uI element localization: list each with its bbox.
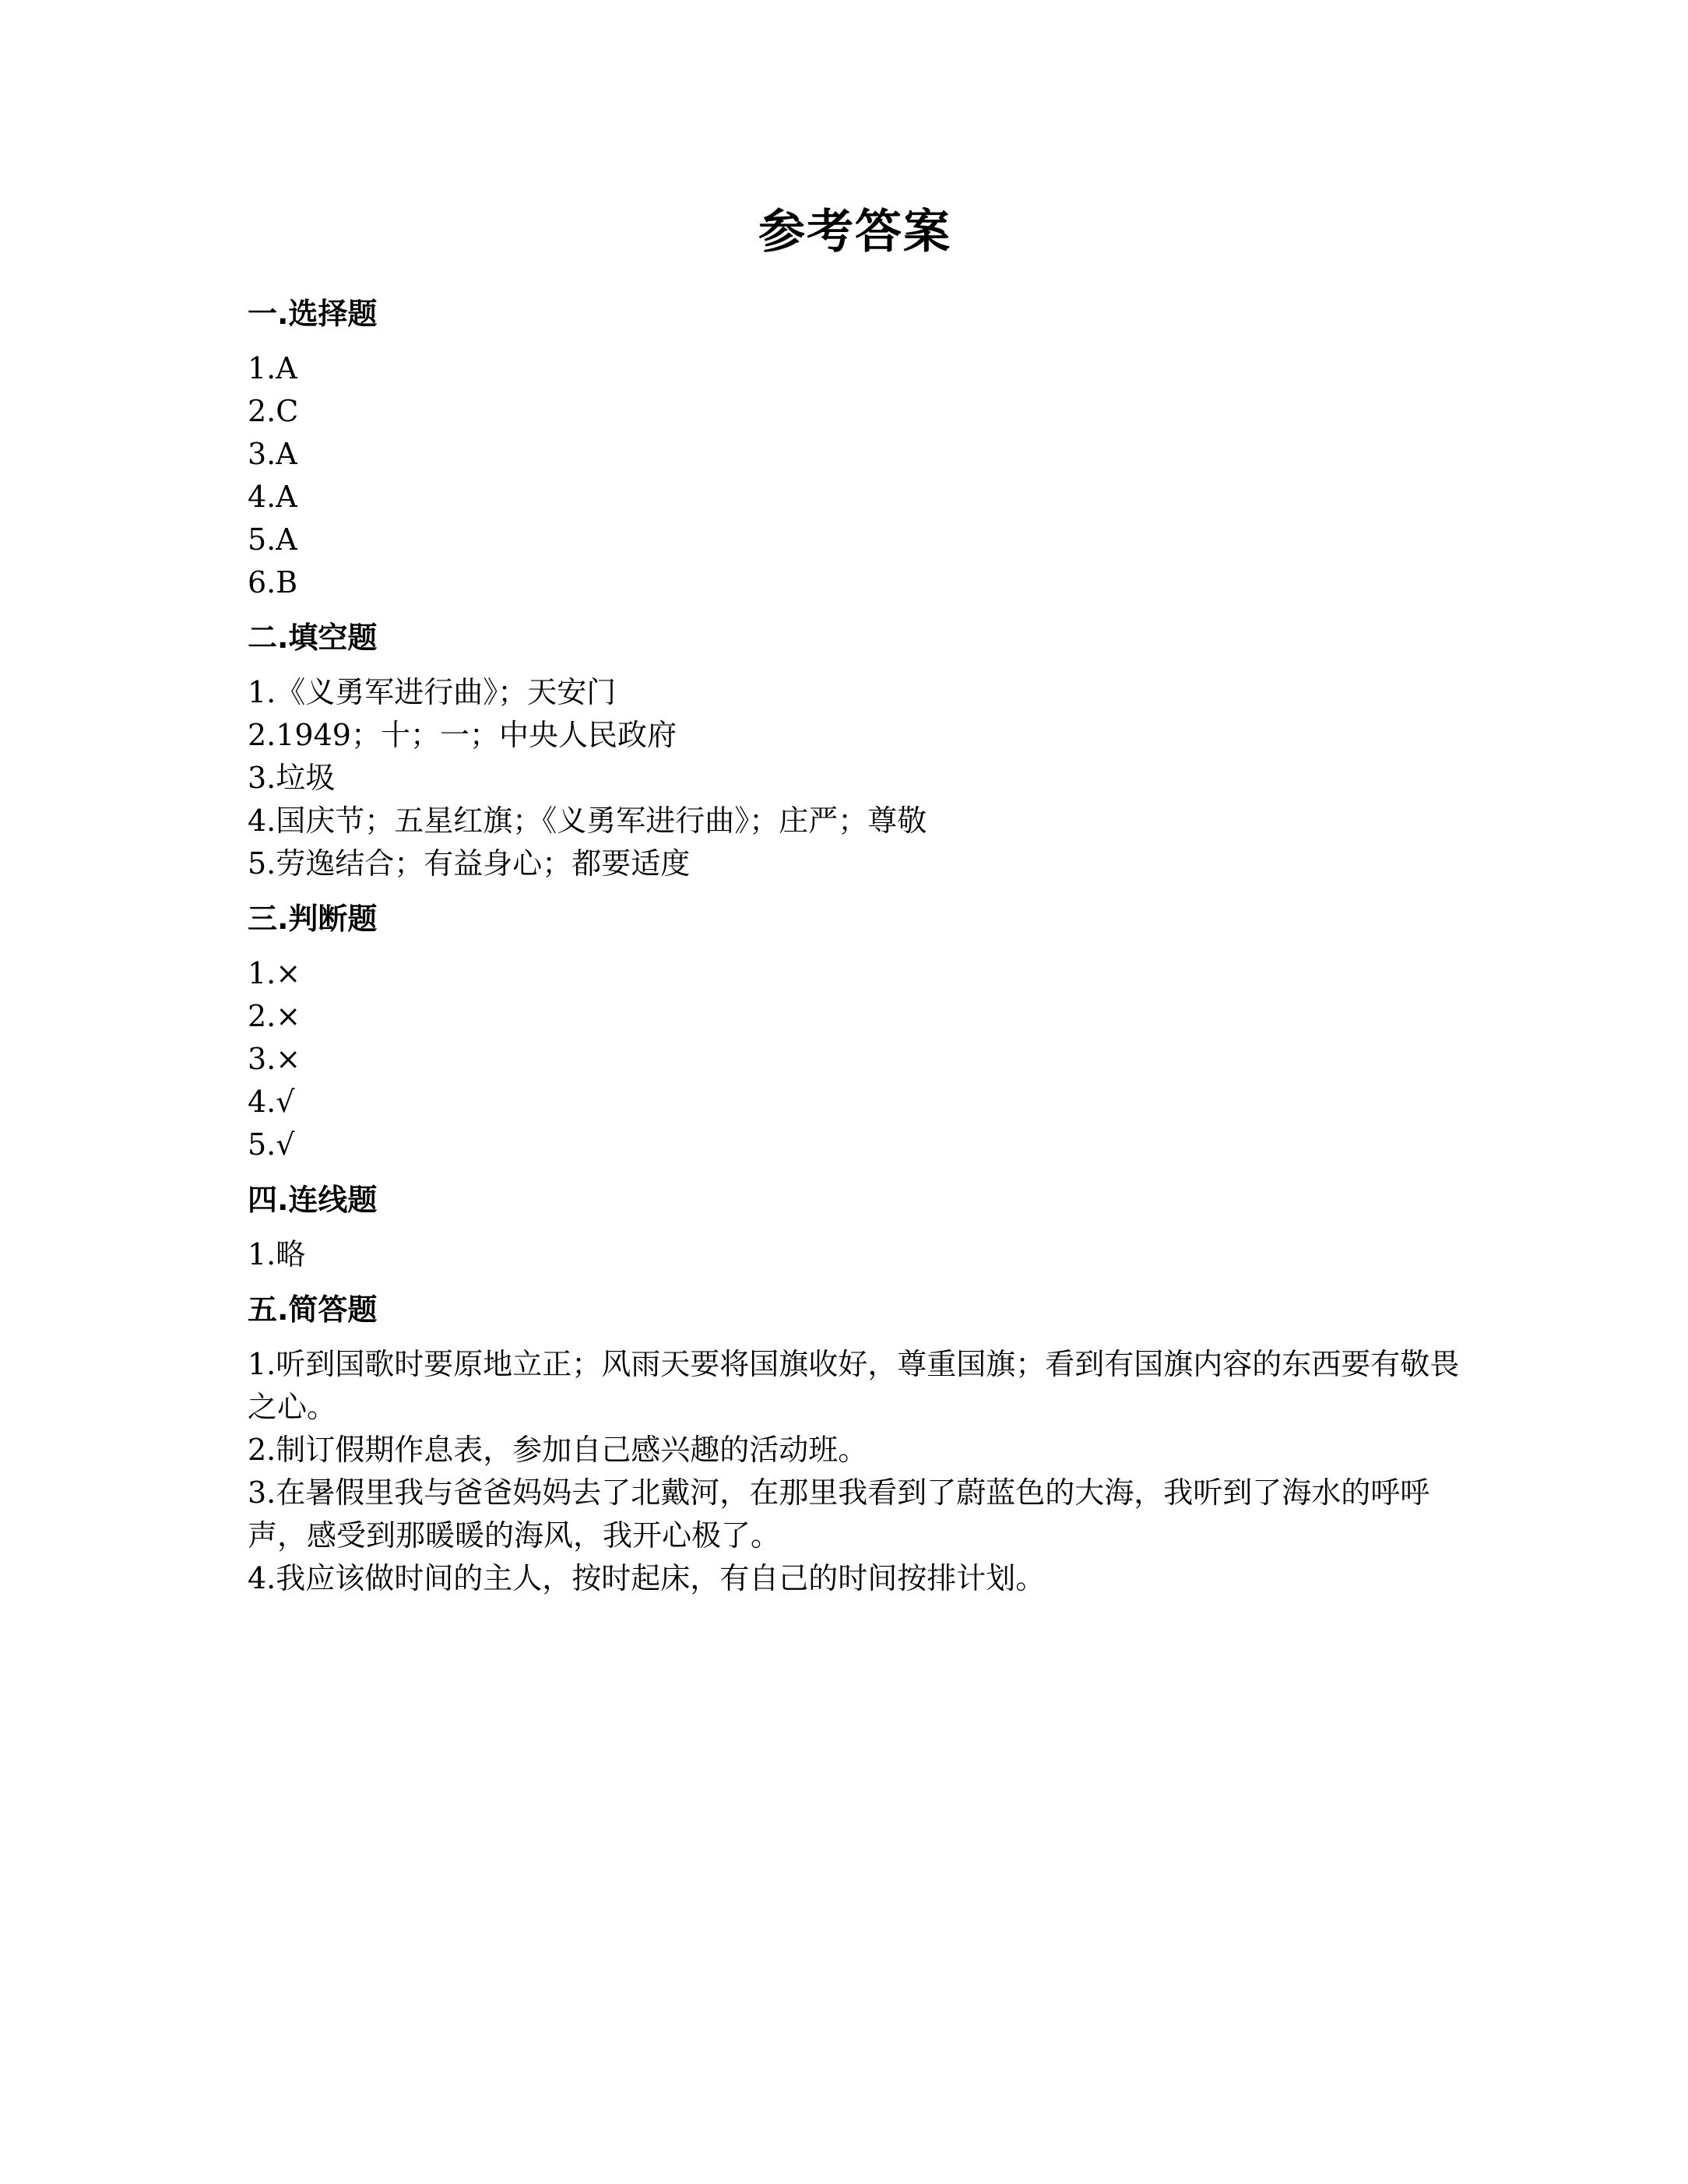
answer-item: 3.在暑假里我与爸爸妈妈去了北戴河，在那里我看到了蔚蓝色的大海，我听到了海水的呼呼声，感受到那暖暖的海风，我开心极了。 <box>248 1475 1430 1553</box>
answer-item: 3.A <box>248 437 297 471</box>
section-heading: 二.填空题 <box>248 621 378 655</box>
answer-list <box>248 1343 1462 1600</box>
section-heading: 四.连线题 <box>248 1183 378 1217</box>
answer-item: 1.略 <box>248 1237 306 1271</box>
section-heading: 五.简答题 <box>248 1292 378 1327</box>
answer-item: 2.1949；十；一；中央人民政府 <box>248 718 677 752</box>
answer-item: 4.我应该做时间的主人，按时起床，有自己的时间按排计划。 <box>248 1561 1046 1595</box>
answer-document <box>248 201 1462 1614</box>
answer-list <box>248 952 1462 1166</box>
answer-list <box>248 671 1462 885</box>
section-fill-in-blank <box>248 618 1462 885</box>
section-multiple-choice <box>248 294 1462 604</box>
section-heading: 三.判断题 <box>248 902 378 936</box>
answer-item: 1.× <box>248 956 301 990</box>
answer-item: 2.× <box>248 999 301 1033</box>
answer-item: 5.劳逸结合；有益身心；都要适度 <box>248 846 691 881</box>
answer-item: 4.国庆节；五星红旗；《义勇军进行曲》；庄严；尊敬 <box>248 804 927 838</box>
answer-item: 3.垃圾 <box>248 761 336 795</box>
page-title: 参考答案 <box>758 205 951 259</box>
answer-item: 4.A <box>248 480 297 514</box>
answer-item: 1.听到国歌时要原地立正；风雨天要将国旗收好，尊重国旗；看到有国旗内容的东西要有敬畏之心。 <box>248 1347 1460 1424</box>
section-matching <box>248 1180 1462 1276</box>
section-short-answer <box>248 1290 1462 1600</box>
answer-item: 5.A <box>248 522 297 557</box>
answer-list <box>248 1233 1462 1276</box>
answer-item: 1.《义勇军进行曲》；天安门 <box>248 675 617 709</box>
section-heading: 一.选择题 <box>248 297 378 331</box>
answer-item: 3.× <box>248 1042 301 1076</box>
answer-item: 4.√ <box>248 1085 295 1119</box>
answer-item: 2.C <box>248 394 299 428</box>
answer-item: 6.B <box>248 565 298 600</box>
answer-item: 5.√ <box>248 1127 295 1162</box>
section-true-false <box>248 899 1462 1166</box>
answer-item: 2.制订假期作息表，参加自己感兴趣的活动班。 <box>248 1433 868 1467</box>
answer-item: 1.A <box>248 351 297 385</box>
answer-list <box>248 347 1462 604</box>
